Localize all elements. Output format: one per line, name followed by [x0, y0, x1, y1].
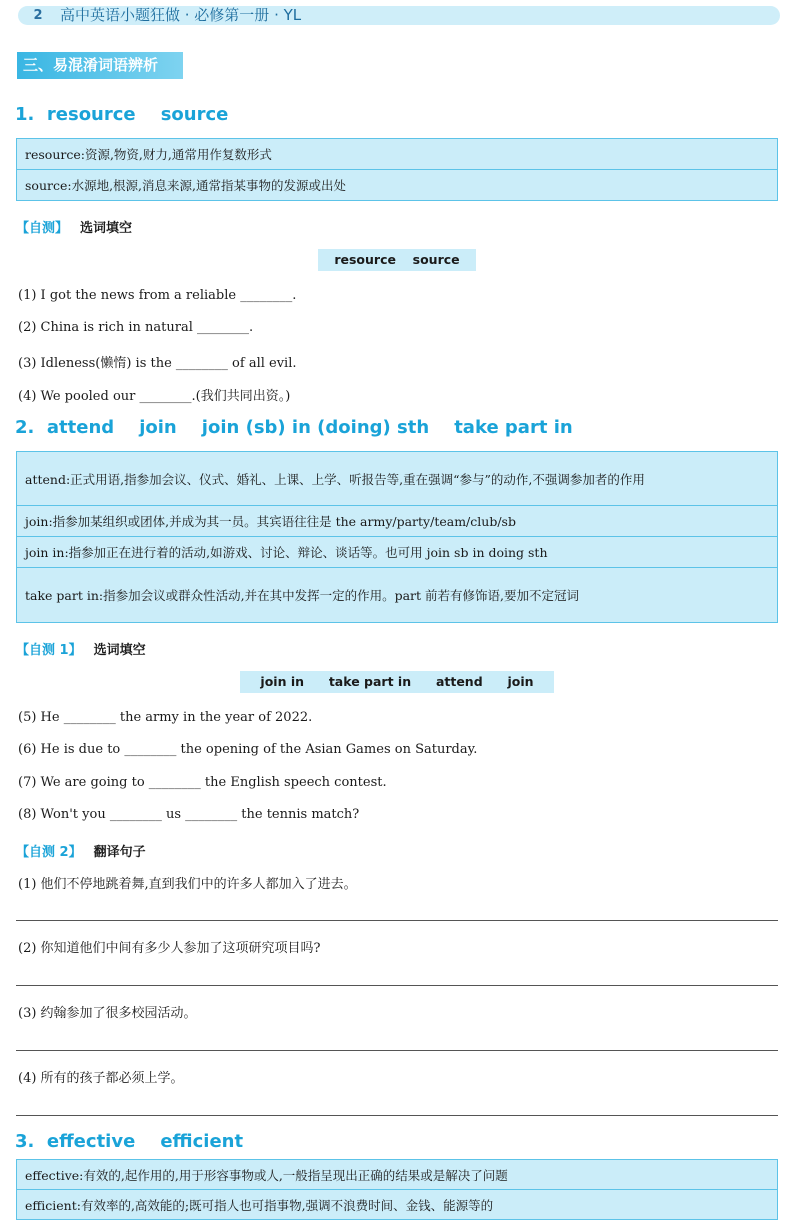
- tag-task: 翻译句子: [93, 845, 146, 860]
- tag-label: 【自测 2】: [16, 845, 82, 860]
- group2-self-test2-tag: [16, 841, 146, 860]
- definition-row: take part in:指参加会议或群众性活动,并在其中发挥一定的作用。part 前若有修饰语,要加不定冠词: [17, 568, 778, 623]
- tag-label: 【自测 1】: [16, 643, 82, 658]
- group1-self-test-tag: [16, 217, 132, 236]
- group2-word-box: [240, 671, 554, 693]
- word-option: take part in: [328, 674, 412, 689]
- answer-line: [16, 985, 778, 986]
- word-option: join in: [260, 674, 304, 689]
- definition-row: source:水源地,根源,消息来源,通常指某事物的发源或出处: [17, 170, 778, 201]
- group3-definitions: [16, 1159, 778, 1220]
- word-option: join: [507, 674, 534, 689]
- definition-row: join in:指参加正在进行着的活动,如游戏、讨论、辩论、谈话等。也可用 join sb in doing sth: [17, 537, 778, 568]
- tag-task: 选词填空: [80, 221, 133, 236]
- definition-row: efficient:有效率的,高效能的;既可指人也可指事物,强调不浪费时间、金钱、能源等的: [17, 1190, 778, 1220]
- question-5: (5) He ________ the army in the year of 2022.: [18, 710, 313, 725]
- page-number: 2: [33, 8, 43, 23]
- definition-row: join:指参加某组织或团体,并成为其一员。其宾语往往是 the army/party/team/club/sb: [17, 506, 778, 537]
- tag-label: 【自测】: [16, 221, 69, 236]
- question-6: (6) He is due to ________ the opening of the Asian Games on Saturday.: [18, 742, 478, 757]
- group2-heading: 2. attend join join (sb) in (doing) sth take part in: [15, 417, 573, 438]
- translation-2: (2) 你知道他们中间有多少人参加了这项研究项目吗?: [18, 941, 321, 956]
- answer-line: [16, 920, 778, 921]
- answer-line: [16, 1115, 778, 1116]
- question-7: (7) We are going to ________ the English speech contest.: [18, 775, 387, 790]
- definition-row: effective:有效的,起作用的,用于形容事物或人,一般指呈现出正确的结果或是解决了问题: [17, 1160, 778, 1190]
- group1-word-box: [318, 249, 476, 271]
- book-title: 高中英语小题狂做 · 必修第一册 · YL: [60, 6, 302, 24]
- word-option: resource: [334, 252, 396, 267]
- group1-definitions: [16, 138, 778, 201]
- answer-line: [16, 1050, 778, 1051]
- group2-self-test1-tag: [16, 639, 146, 658]
- translation-1: (1) 他们不停地跳着舞,直到我们中的许多人都加入了进去。: [18, 877, 357, 892]
- definition-row: attend:正式用语,指参加会议、仪式、婚礼、上课、上学、听报告等,重在强调“参与”的动作,不强调参加者的作用: [17, 452, 778, 506]
- group1-heading: 1. resource source: [15, 104, 229, 125]
- question-4: (4) We pooled our ________.(我们共同出资。): [18, 389, 291, 404]
- word-option: attend: [435, 674, 483, 689]
- question-8: (8) Won't you ________ us ________ the tennis match?: [18, 807, 360, 822]
- question-3: (3) Idleness(懒惰) is the ________ of all evil.: [18, 356, 297, 371]
- question-1: (1) I got the news from a reliable ________.: [18, 288, 297, 303]
- group3-heading: 3. effective efficient: [15, 1131, 244, 1152]
- group2-definitions: [16, 451, 778, 623]
- question-2: (2) China is rich in natural ________.: [18, 320, 254, 335]
- definition-row: resource:资源,物资,财力,通常用作复数形式: [17, 139, 778, 170]
- tag-task: 选词填空: [93, 643, 146, 658]
- translation-3: (3) 约翰参加了很多校园活动。: [18, 1006, 197, 1021]
- section-title: 三、易混淆词语辨析: [17, 52, 183, 79]
- word-option: source: [412, 252, 460, 267]
- translation-4: (4) 所有的孩子都必须上学。: [18, 1071, 184, 1086]
